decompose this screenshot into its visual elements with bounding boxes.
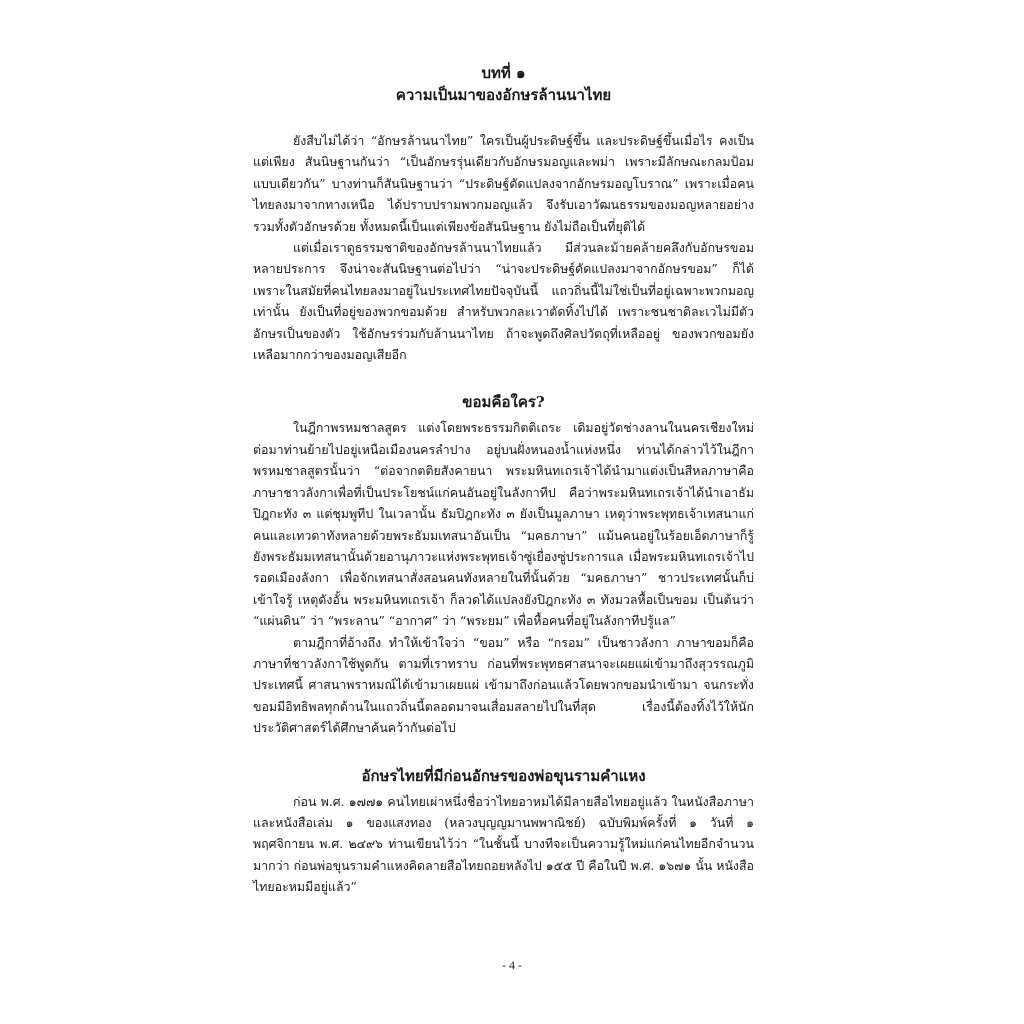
paragraph: ยังสืบไม่ได้ว่า “อักษรล้านนาไทย” ใครเป็นผู้ประดิษฐ์ขึ้น และประดิษฐ์ขึ้นเมื่อไร คงเป็นแต่เพียง สันนิษฐานกันว่า “เป็นอักษรรุ่นเดียวกับอักษรมอญและพม่า เพราะมีลักษณะกลมป้อมแบบเดียวกัน” บางท่านก็สันนิษฐานว่า “ประดิษฐ์ดัดแปลงจากอักษรมอญโบราณ” เพราะเมื่อคนไทยลงมาจากทางเหนือ ได้ปราบปรามพวกมอญแล้ว จึงรับเอาวัฒนธรรมของมอญหลายอย่าง รวมทั้งตัวอักษรด้วย ทั้งหมดนี้เป็นแต่เพียงข้อสันนิษฐาน ยังไม่ถือเป็นที่ยุติได้ — [253, 133, 754, 234]
page-content — [253, 62, 754, 898]
paragraph: ก่อน พ.ศ. ๑๗๗๑ คนไทยเผ่าหนึ่งชื่อว่าไทยอาหมได้มีลายสือไทยอยู่แล้ว ในหนังสือภาษาและหนังสือเล่ม ๑ ของแสงทอง (หลวงบุญญมานพพาณิชย์) ฉบับพิมพ์ครั้งที่ ๑ วันที่ ๑ พฤศจิกายน พ.ศ. ๒๔๙๖ ท่านเขียนไว้ว่า “ในชั้นนี้ บางทีจะเป็นความรู้ใหม่แก่คนไทยอีกจำนวนมากว่า ก่อนพ่อขุนรามคำแหงคิดลายสือไทยถอยหลังไป ๑๕๕ ปี คือในปี พ.ศ. ๑๖๗๑ นั้น หนังสือไทยอะหมมีอยู่แล้ว” — [253, 793, 754, 895]
chapter-title: ความเป็นมาของอักษรล้านนาไทย — [395, 86, 612, 104]
paragraph: แต่เมื่อเราดูธรรมชาติของอักษรล้านนาไทยแล้ว มีส่วนละม้ายคล้ายคลึงกับอักษรขอมหลายประการ จึงน่าจะสันนิษฐานต่อไปว่า “น่าจะประดิษฐ์ดัดแปลงมาจากอักษรขอม” ก็ได้ เพราะในสมัยที่คนไทยลงมาอยู่ในประเทศไทยปัจจุบันนี้ แถวถิ่นนี้ไม่ใช่เป็นที่อยู่เฉพาะพวกมอญเท่านั้น ยังเป็นที่อยู่ของพวกขอมด้วย สำหรับพวกละเวาตัดทิ้งไปได้ เพราะชนชาติละเวไม่มีตัวอักษรเป็นของตัว ใช้อักษรร่วมกับล้านนาไทย ถ้าจะพูดถึงศิลปวัตถุที่เหลืออยู่ ของพวกขอมยังเหลือมากกว่าของมอญเสียอีก — [253, 240, 754, 363]
section-who-is-khom — [253, 391, 754, 738]
section-heading: อักษรไทยที่มีก่อนอักษรของพ่อขุนรามคำแหง — [361, 766, 646, 785]
section-heading: ขอมคือใคร? — [462, 393, 545, 412]
section-intro — [253, 130, 754, 365]
chapter-number: บทที่ ๑ — [481, 64, 526, 82]
paragraph: ในฎีกาพรหมชาลสูตร แต่งโดยพระธรรมกิตติเถระ เดิมอยู่วัดช่างลานในนครเชียงใหม่ ต่อมาท่านย้ายไปอยู่เหนือเมืองนครลำปาง อยู่บนฝั่งหนองน้ำแห่งหนึ่ง ท่านได้กล่าวไว้ในฎีกาพรหมชาลสูตรนั้นว่า “ต่อจากตติยสังคายนา พระมหินทเถรเจ้าได้นำมาแต่งเป็นสีหลภาษาคือภาษาชาวลังกาเพื่อที่เป็นประโยชน์แก่คนอันอยู่ในลังกาทีป คือว่าพระมหินทเถรเจ้าได้นำเอาธัมปิฎกะทัง ๓ แต่ชุมพูทีป ในเวลานั้น ธัมปิฎกะทัง ๓ ยังเป็นมูลภาษา เหตุว่าพระพุทธเจ้าเทสนาแก่คนและเทวดาทังหลายด้วยพระธัมมเทสนาอันเป็น “มคธภาษา” แม้นคนอยู่ในร้อยเอ็ดภาษาก็รู้ยังพระธัมมเทสนานั้นด้วยอานุภาวะแห่งพระพุทธเจ้าซู่เยื่องซู่ประการแล เมื่อพระมหินทเถรเจ้าไปรอดเมืองลังกา เพื่อจักเทสนาสั่งสอนคนทังหลายในที่นั้นด้วย “มคธภาษา” ชาวประเทศนั้นก็บ่เข้าใจรู้ เหตุดังอั้น พระมหินทเถรเจ้า ก็ลวดได้แปลงยังปิฎกะทัง ๓ ทังมวลหื้อเป็นขอม เป็นต้นว่า “แผ่นดิน” ว่า “พระลาน” “อากาศ” ว่า “พระยม” เพื่อหื้อคนที่อยู่ในลังกาทีปรู้แล” — [253, 420, 754, 629]
page-number: - 4 - — [502, 958, 522, 972]
section-thai-script-before-ramkhamhaeng — [253, 765, 754, 898]
paragraph: ตามฎีกาที่อ้างถึง ทำให้เข้าใจว่า “ขอม” หรือ “กรอม” เป็นชาวลังกา ภาษาขอมก็คือภาษาที่ชาวลังกาใช้พูดกัน ตามที่เราทราบ ก่อนที่พระพุทธศาสนาจะเผยแผ่เข้ามาถึงสุวรรณภูมิประเทศนี้ ศาสนาพราหมณ์ได้เข้ามาเผยแผ่ เข้ามาถึงก่อนแล้วโดยพวกขอมนำเข้ามา จนกระทั่งขอมมีอิทธิพลทุกด้านในแถวถิ่นนี้ตลอดมาจนเสื่อมสลายไปในที่สุด เรื่องนี้ต้องทิ้งไว้ให้นักประวัติศาสตร์ได้ศึกษาค้นคว้ากันต่อไป — [253, 634, 754, 736]
